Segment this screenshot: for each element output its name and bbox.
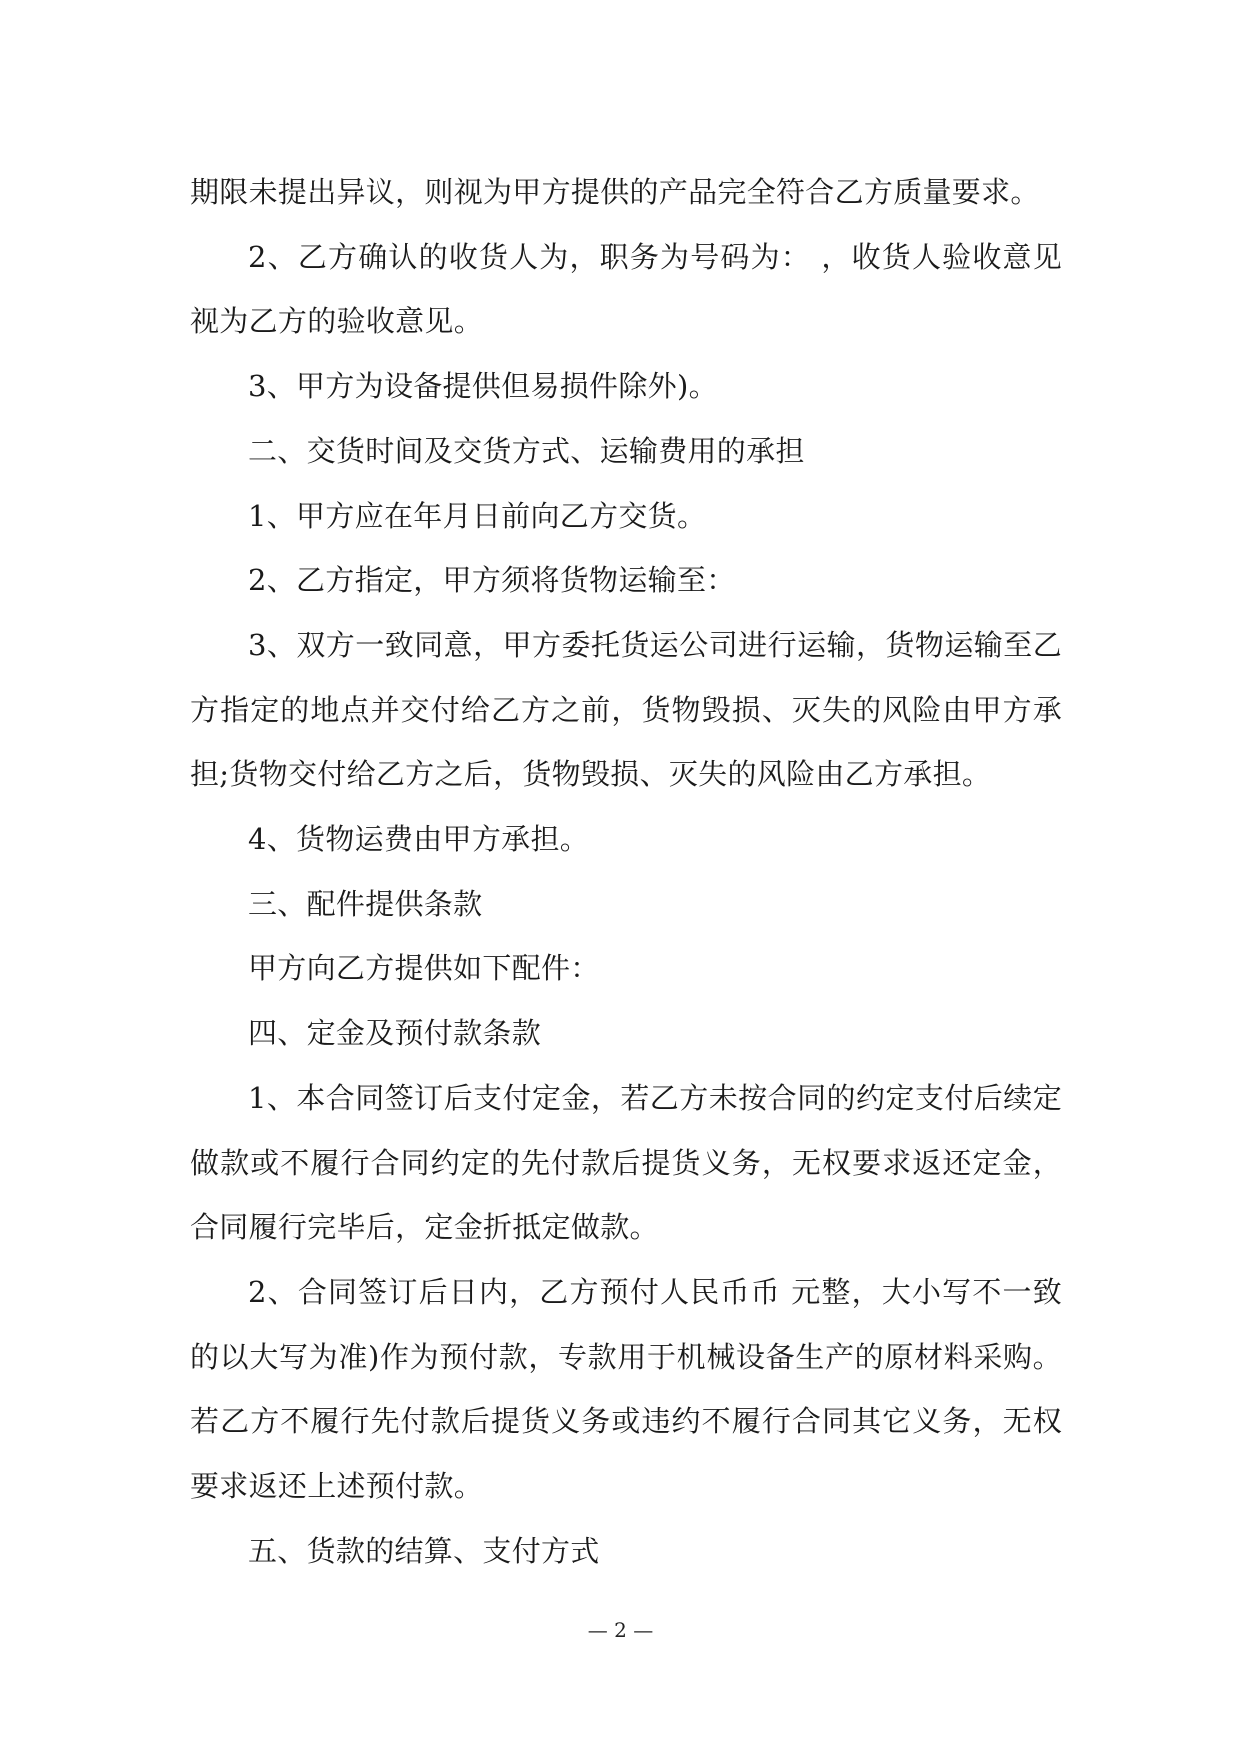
paragraph-delivery-destination: 2、乙方指定，甲方须将货物运输至：	[248, 563, 736, 598]
paragraph-deposit: 1、本合同签订后支付定金，若乙方未按合同的约定支付后续定做款或不履行合同约定的先付款后提货义务，无权要求返还定金，合同履行完毕后，定金折抵定做款。	[190, 1080, 1062, 1245]
section-heading-delivery: 二、交货时间及交货方式、运输费用的承担	[248, 433, 805, 468]
paragraph-transport-risk: 3、双方一致同意，甲方委托货运公司进行运输，货物运输至乙方指定的地点并交付给乙方之前，货物毁损、灭失的风险由甲方承担;货物交付给乙方之后，货物毁损、灭失的风险由乙方承担。	[190, 627, 1062, 792]
paragraph-spare-parts: 3、甲方为设备提供但易损件除外)。	[248, 369, 718, 404]
section-heading-settlement: 五、货款的结算、支付方式	[248, 1533, 600, 1568]
paragraph-advance-payment: 2、合同签订后日内，乙方预付人民币币 元整，大小写不一致的以大写为准)作为预付款，专款用于机械设备生产的原材料采购。若乙方不履行先付款后提货义务或违约不履行合同其它义务，无权要求返还上述预付款。	[190, 1274, 1062, 1504]
section-heading-accessories: 三、配件提供条款	[248, 886, 483, 921]
paragraph-continuation: 期限未提出异议，则视为甲方提供的产品完全符合乙方质量要求。	[190, 175, 1040, 209]
section-heading-deposit: 四、定金及预付款条款	[248, 1016, 542, 1051]
paragraph-accessories-list: 甲方向乙方提供如下配件：	[248, 951, 600, 986]
paragraph-freight-cost: 4、货物运费由甲方承担。	[248, 822, 590, 857]
paragraph-receiver: 2、乙方确认的收货人为，职务为号码为： ，收货人验收意见视为乙方的验收意见。	[190, 239, 1062, 339]
paragraph-delivery-date: 1、甲方应在年月日前向乙方交货。	[248, 498, 707, 533]
page-number: — 2 —	[587, 1618, 654, 1642]
document-body	[190, 160, 1062, 1583]
